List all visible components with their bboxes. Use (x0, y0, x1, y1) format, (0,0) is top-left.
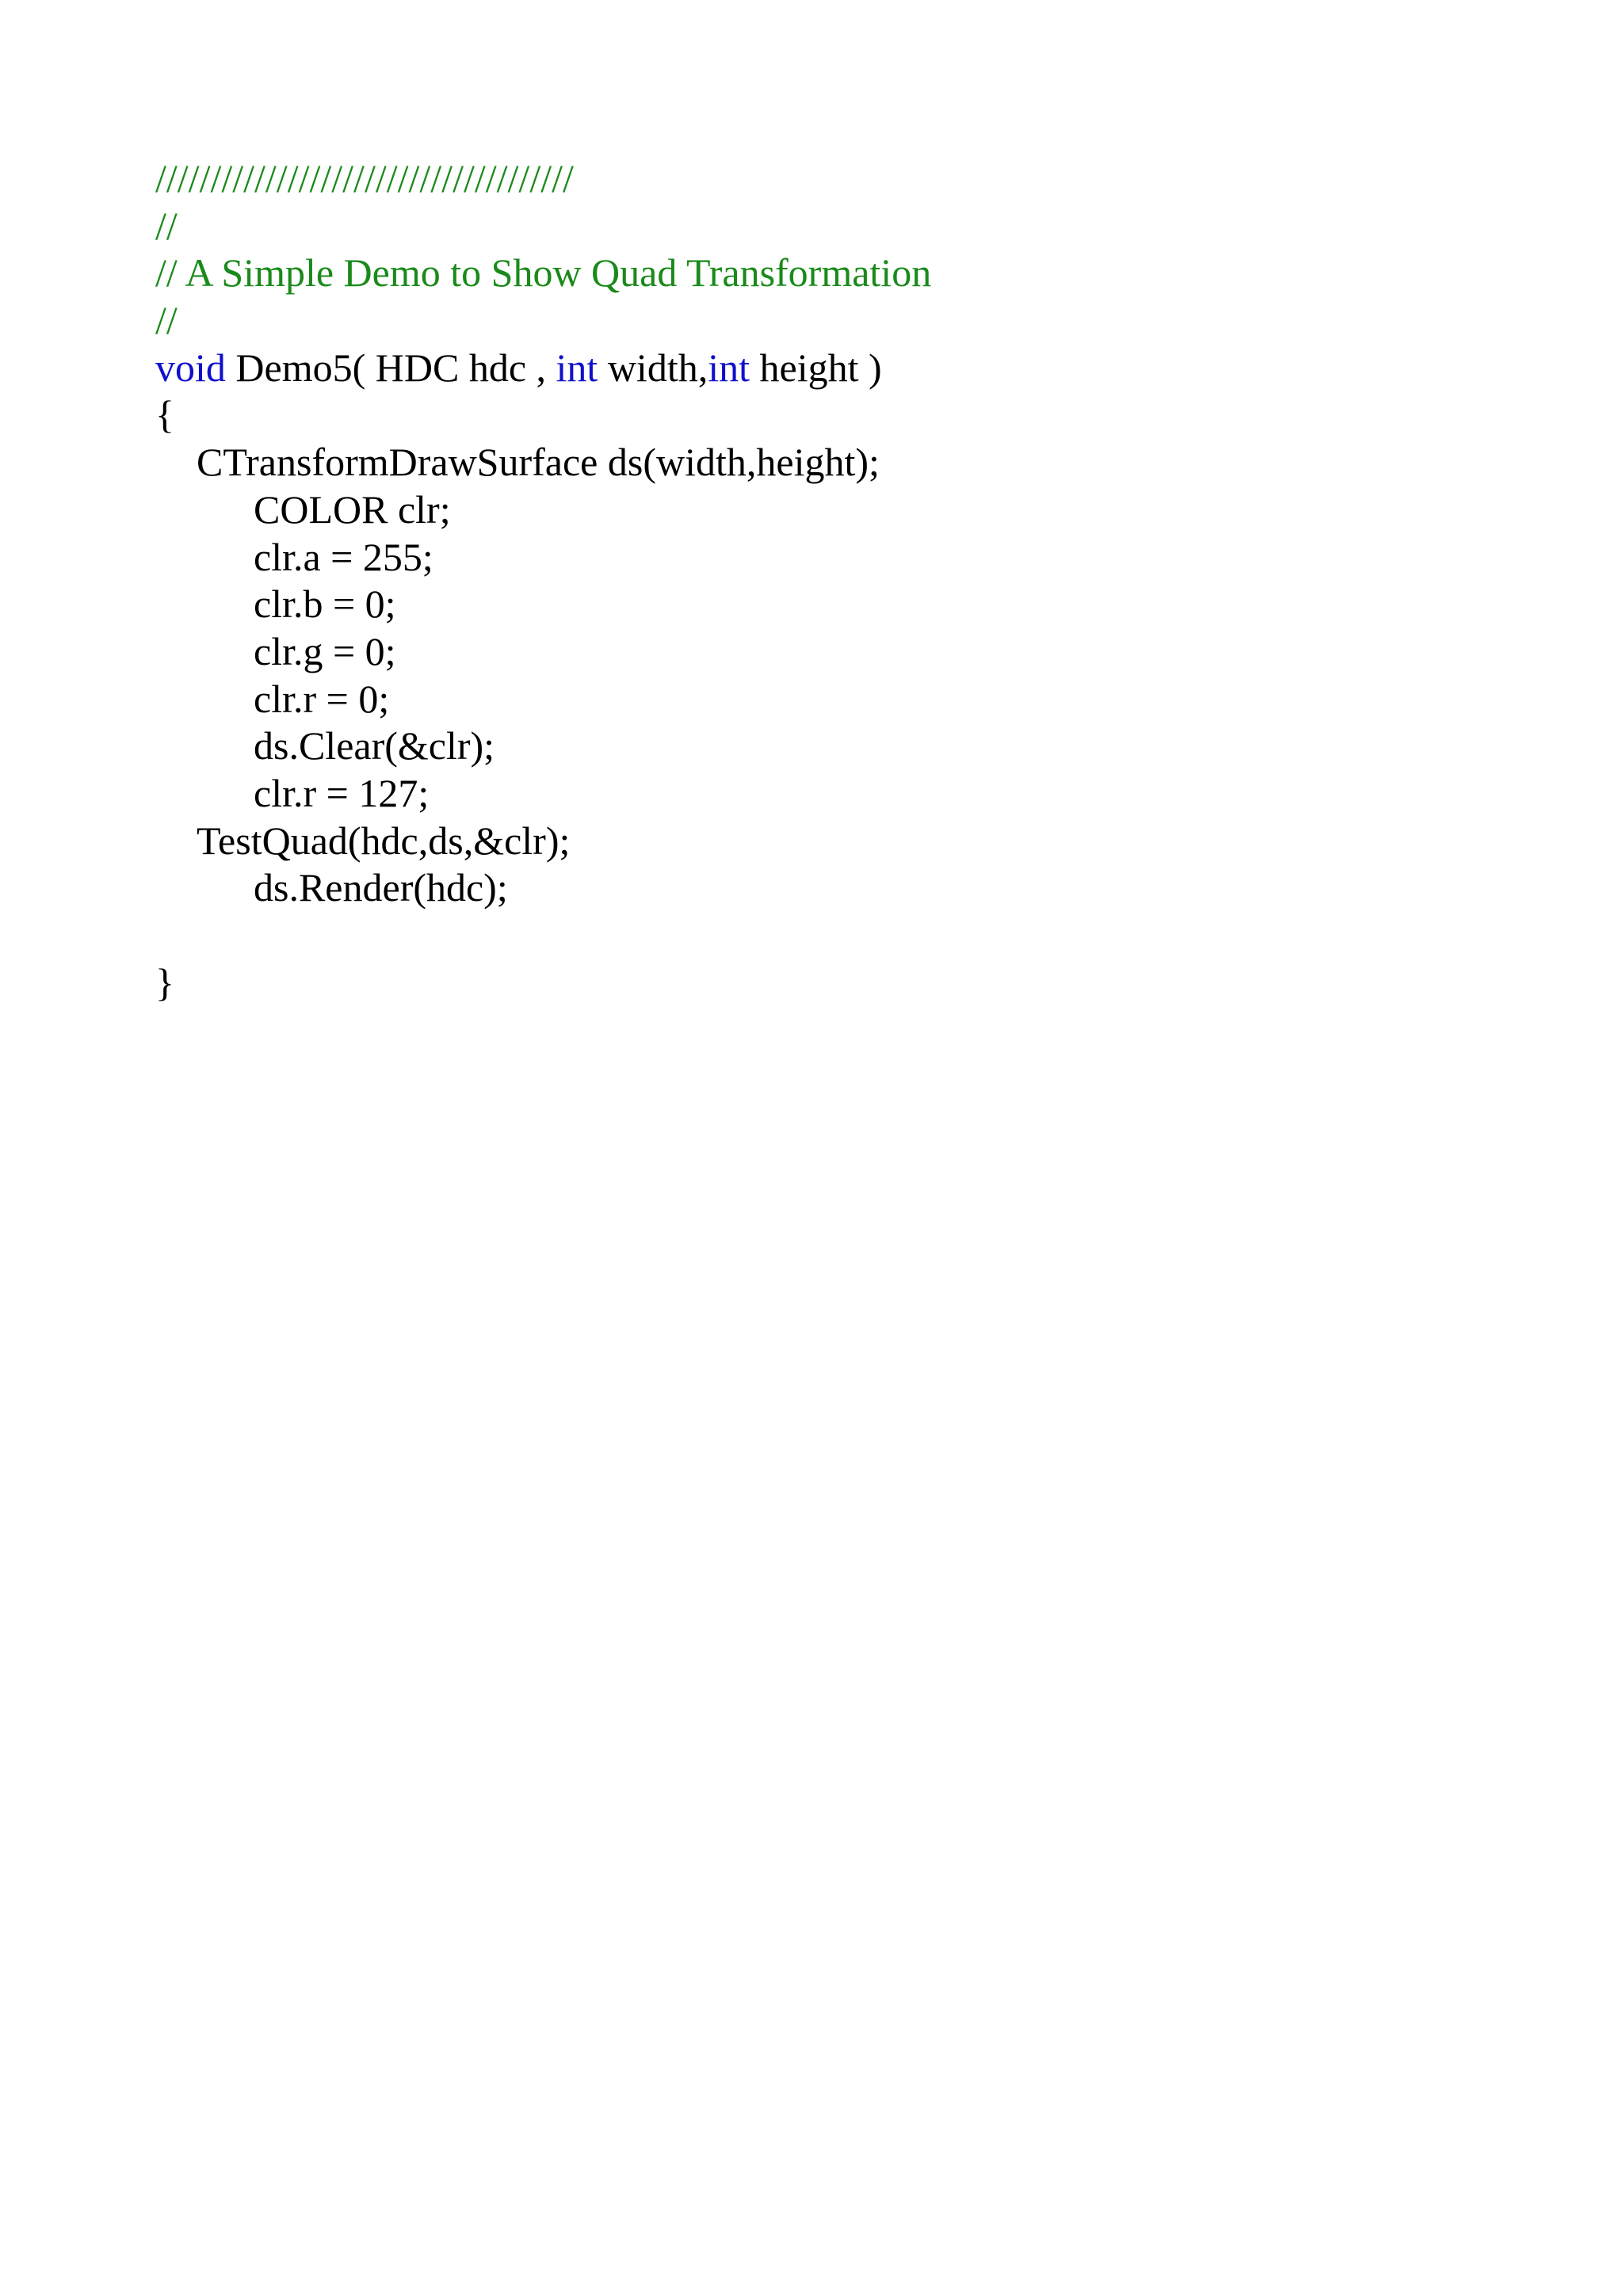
comment-empty-line-2: // (155, 298, 178, 343)
function-signature-line (155, 345, 931, 392)
code-line-clr-r-127: clr.r = 127; (254, 770, 430, 815)
code-line-clr-a: clr.a = 255; (254, 534, 433, 579)
blank-line (155, 912, 931, 959)
comment-title-line: // A Simple Demo to Show Quad Transformation (155, 250, 932, 296)
param-width-text: width, (598, 345, 708, 390)
code-line-clr-b: clr.b = 0; (254, 582, 396, 627)
param-height-text: height ) (750, 345, 882, 390)
code-line-clr-r-zero: clr.r = 0; (254, 676, 390, 721)
close-brace-line: } (155, 959, 174, 1005)
comment-empty-line-1: // (155, 203, 178, 248)
code-listing (155, 155, 931, 1006)
code-line-render: ds.Render(hdc); (254, 865, 508, 910)
code-line-clear: ds.Clear(&clr); (254, 723, 495, 769)
function-head-text: Demo5( HDC hdc , (225, 345, 556, 390)
keyword-int-1: int (556, 345, 598, 390)
code-line-testquad: TestQuad(hdc,ds,&clr); (197, 818, 571, 863)
code-line-clr-g: clr.g = 0; (254, 628, 396, 673)
keyword-void: void (155, 345, 226, 390)
keyword-int-2: int (708, 345, 750, 390)
open-brace-line: { (155, 392, 174, 437)
code-line-color-decl: COLOR clr; (254, 486, 451, 532)
comment-rule-line: ////////////////////////////////////// (155, 156, 574, 200)
code-line-surface-decl: CTransformDrawSurface ds(width,height); (197, 440, 880, 485)
